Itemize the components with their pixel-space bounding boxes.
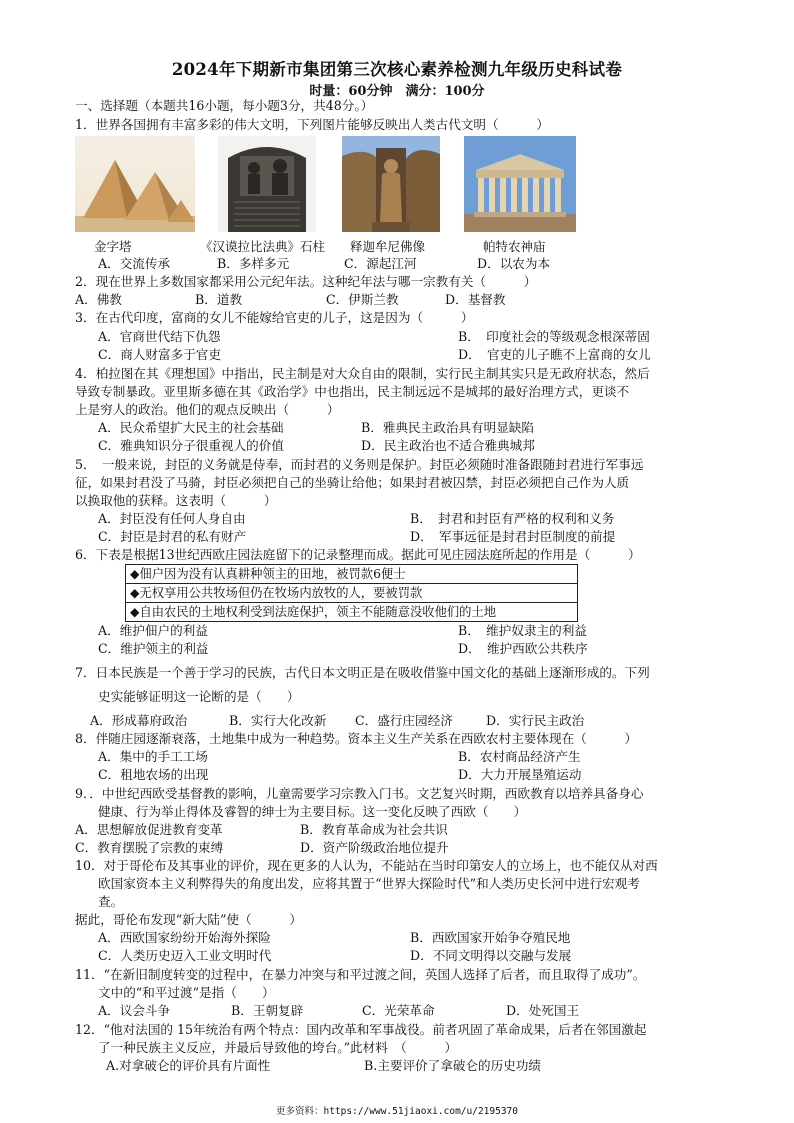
question-12-line-1: 12．“他对法国的 15年统治有两个特点：国内改革和军事战役。前者巩固了革命成果，后者在邻国激起 xyxy=(75,1022,647,1037)
q10-option-a: A．西欧国家纷纷开始海外探险 xyxy=(98,930,271,945)
question-4-line-3: 上是穷人的政治。他们的观点反映出（ ） xyxy=(75,402,340,417)
page-subtitle: 时量：60分钟 满分：100分 xyxy=(309,84,485,99)
q4-option-b: B．雅典民主政治具有明显缺陷 xyxy=(361,420,534,435)
buddha-statue-image xyxy=(342,136,440,232)
q5-option-d: D． 军事远征是封君封臣制度的前提 xyxy=(410,529,616,544)
question-1-stem: 1．世界各国拥有丰富多彩的伟大文明，下列图片能够反映出人类古代文明（ ） xyxy=(75,117,549,132)
q10-option-b: B．西欧国家开始争夺殖民地 xyxy=(410,930,571,945)
manor-court-records-table xyxy=(125,564,578,622)
q8-option-a: A．集中的手工工场 xyxy=(98,749,208,764)
q6-option-d: D． 维护西欧公共秩序 xyxy=(458,641,588,656)
q5-option-c: C．封臣是封君的私有财产 xyxy=(98,529,247,544)
q12-option-a: A.对拿破仑的评价具有片面性 xyxy=(106,1058,271,1073)
q6-option-c: C．维护领主的利益 xyxy=(98,641,209,656)
q9-option-a: A．思想解放促进教育变革 xyxy=(75,822,223,837)
footer-link[interactable]: 更多资料：https://www.51jiaoxi.com/u/2195370 xyxy=(276,1106,518,1117)
q7-option-c: C．盛行庄园经济 xyxy=(355,713,453,728)
question-8-stem: 8．伴随庄园逐渐衰落，土地集中成为一种趋势。资本主义生产关系在西欧农村主要体现在（ ） xyxy=(75,731,638,746)
question-5-line-1: 5． 一般来说，封臣的义务就是侍奉，而封君的义务则是保护。封臣必须随时准备跟随封君进行军事远 xyxy=(75,457,644,472)
question-12-line-2: 了一种民族主义反应，并最后导致他的垮台。”此材料 （ ） xyxy=(98,1040,458,1055)
q8-option-b: B．农村商品经济产生 xyxy=(458,749,581,764)
q12-option-b: B.主要评价了拿破仑的历史功绩 xyxy=(364,1058,541,1073)
q3-option-d: D． 官吏的儿子瞧不上富商的女儿 xyxy=(458,347,651,362)
question-7-line-1: 7．日本民族是一个善于学习的民族，古代日本文明正是在吸收借鉴中国文化的基础上逐渐形成的。下列 xyxy=(75,665,650,680)
question-11-line-1: 11．“在新旧制度转变的过程中，在暴力冲突与和平过渡之间，英国人选择了后者，而且取得了成功”。 xyxy=(75,967,646,982)
question-4-line-1: 4．柏拉图在其《理想国》中指出，民主制是对大众自由的限制，实行民主制其实只是无政府状态，然后 xyxy=(75,366,650,381)
q2-option-a: A．佛教 xyxy=(75,292,122,307)
q4-option-c: C．雅典知识分子很重视人的价值 xyxy=(98,438,284,453)
table-row: ◆佃户因为没有认真耕种领主的田地，被罚款6便士 xyxy=(126,565,577,584)
q1-option-b: B．多样多元 xyxy=(217,256,290,271)
q7-option-a: A．形成幕府政治 xyxy=(90,713,188,728)
q1-option-a: A．交流传承 xyxy=(98,256,171,271)
q1-option-c: C．源起江河 xyxy=(344,256,417,271)
q6-option-a: A．维护佃户的利益 xyxy=(98,623,208,638)
q11-option-c: C．光荣革命 xyxy=(362,1003,435,1018)
q8-option-c: C．租地农场的出现 xyxy=(98,767,209,782)
question-10-line-4: 据此，哥伦布发现“新大陆”使（ ） xyxy=(75,912,302,927)
q7-option-d: D．实行民主政治 xyxy=(486,713,585,728)
q7-option-b: B．实行大化改新 xyxy=(229,713,327,728)
q11-option-a: A．议会斗争 xyxy=(98,1003,171,1018)
q5-option-a: A．封臣没有任何人身自由 xyxy=(98,511,246,526)
q4-option-d: D．民主政治也不适合雅典城邦 xyxy=(361,438,535,453)
q3-option-c: C．商人财富多于官吏 xyxy=(98,347,221,362)
question-11-line-2: 文中的“和平过渡”是指（ ） xyxy=(98,985,275,1000)
table-row: ◆自由农民的土地权利受到法庭保护，领主不能随意没收他们的土地 xyxy=(130,605,497,619)
caption-pyramid: 金字塔 xyxy=(94,239,132,254)
q1-option-d: D．以农为本 xyxy=(477,256,551,271)
q4-option-a: A．民众希望扩大民主的社会基础 xyxy=(98,420,284,435)
q10-option-c: C．人类历史迈入工业文明时代 xyxy=(98,948,272,963)
q9-option-c: C．教育摆脱了宗教的束缚 xyxy=(75,840,224,855)
q6-option-b: B． 维护奴隶主的利益 xyxy=(458,623,587,638)
caption-buddha: 释迦牟尼佛像 xyxy=(350,239,426,254)
table-row: ◆无权享用公共牧场但仍在牧场内放牧的人，要被罚款 xyxy=(126,584,577,603)
caption-parthenon: 帕特农神庙 xyxy=(483,239,546,254)
question-3-stem: 3．在古代印度，富商的女儿不能嫁给官吏的儿子，这是因为（ ） xyxy=(75,310,474,325)
q8-option-d: D．大力开展垦殖运动 xyxy=(458,767,582,782)
question-9-line-2: 健康、行为举止得体及睿智的绅士为主要目标。这一变化反映了西欧（ ） xyxy=(98,804,527,819)
q3-option-b: B． 印度社会的等级观念根深蒂固 xyxy=(458,329,650,344)
question-5-line-2: 征，如果封君没了马骑，封臣必须把自己的坐骑让给他；如果封君被囚禁，封臣必须把自己作为人质 xyxy=(75,475,630,490)
question-10-line-1: 10．对于哥伦布及其事业的评价，现在更多的人认为，不能站在当时印第安人的立场上，也不能仅从对西 xyxy=(75,858,658,873)
question-2-stem: 2．现在世界上多数国家都采用公元纪年法。这种纪年法与哪一宗教有关（ ） xyxy=(75,274,537,289)
q9-option-d: D．资产阶级政治地位提升 xyxy=(300,840,449,855)
q11-option-b: B．王朝复辟 xyxy=(231,1003,304,1018)
q5-option-b: B． 封君和封臣有严格的权利和义务 xyxy=(410,511,615,526)
pyramid-image xyxy=(75,136,195,232)
q2-option-d: D．基督教 xyxy=(445,292,506,307)
q10-option-d: D．不同文明得以交融与发展 xyxy=(410,948,572,963)
caption-hammurabi: 《汉谟拉比法典》石柱 xyxy=(200,239,326,254)
question-6-stem: 6．下表是根据13世纪西欧庄园法庭留下的记录整理而成。据此可见庄园法庭所起的作用是（ ） xyxy=(75,547,641,562)
hammurabi-stele-image xyxy=(218,136,316,232)
question-10-line-2: 欧国家资本主义利弊得失的角度出发，应将其置于“世界大探险时代”和人类历史长河中进行宏观考 xyxy=(98,876,640,891)
section-heading: 一、选择题（本题共16小题，每小题3分，共48分。） xyxy=(75,98,374,113)
question-9-line-1: 9．．中世纪西欧受基督教的影响，儿童需要学习宗教入门书。文艺复兴时期，西欧教育以培养具备身心 xyxy=(75,786,644,801)
q3-option-a: A．官商世代结下仇怨 xyxy=(98,329,221,344)
page-title: 2024年下期新市集团第三次核心素养检测九年级历史科试卷 xyxy=(171,60,623,79)
question-10-line-3: 查。 xyxy=(98,894,124,909)
q9-option-b: B．教育革命成为社会共识 xyxy=(300,822,448,837)
q11-option-d: D．处死国王 xyxy=(506,1003,580,1018)
q2-option-c: C．伊斯兰教 xyxy=(326,292,399,307)
question-4-line-2: 导致专制暴政。亚里斯多德在其《政治学》中也指出，民主制远远不是城邦的最好治理方式，更谈不 xyxy=(75,384,630,399)
parthenon-image xyxy=(464,136,576,232)
q2-option-b: B．道教 xyxy=(195,292,243,307)
question-7-line-2: 史实能够证明这一论断的是（ ） xyxy=(98,689,300,704)
question-5-line-3: 以换取他的获释。这表明（ ） xyxy=(75,493,277,508)
